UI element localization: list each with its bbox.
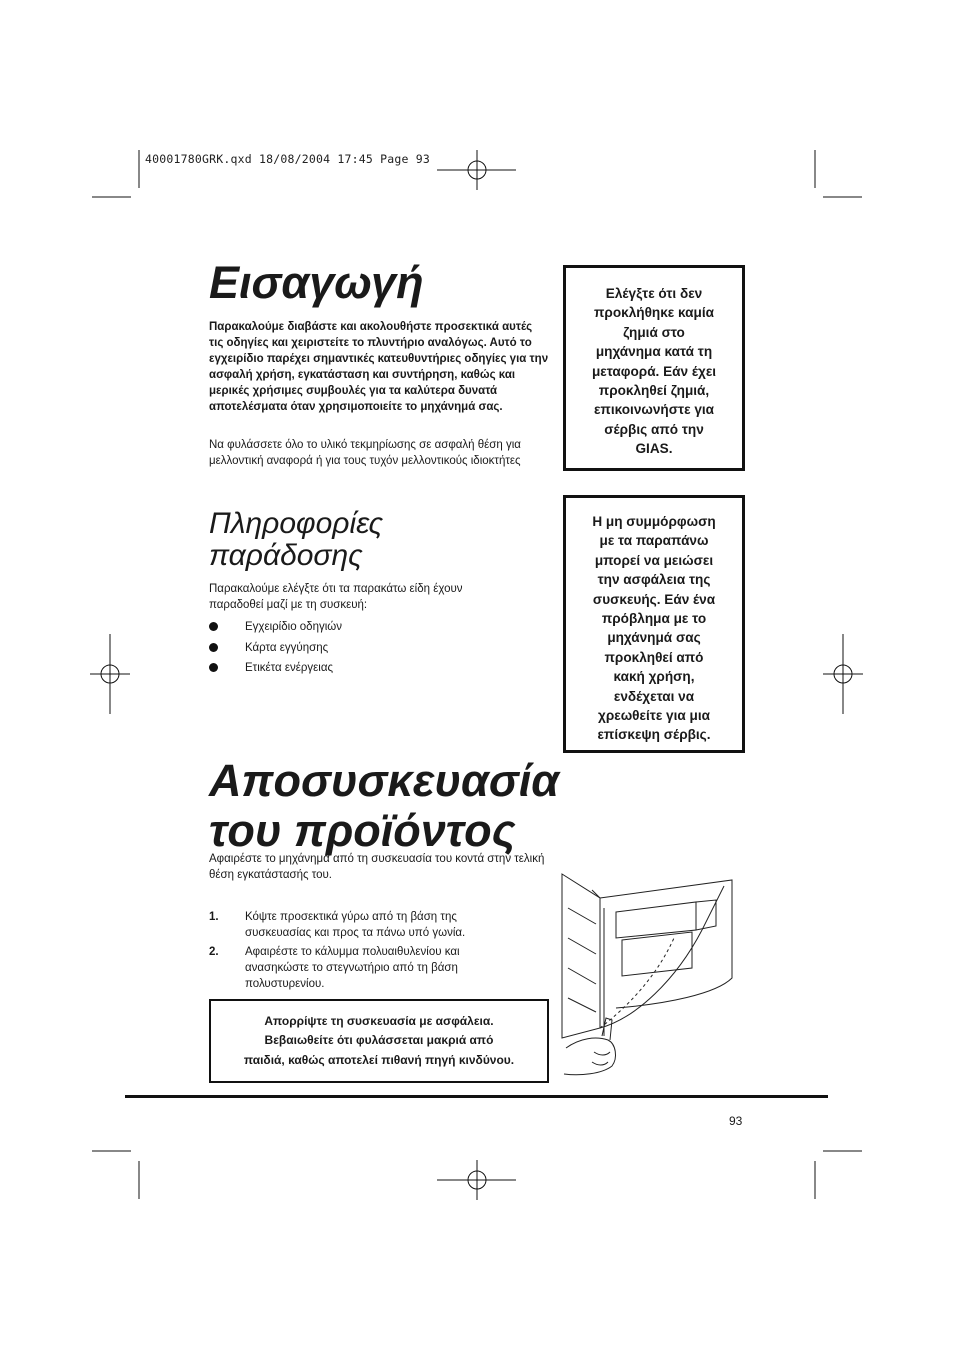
registration-mark-top: [437, 150, 516, 190]
intro-bold-paragraph: Παρακαλούμε διαβάστε και ακολουθήστε προσεκτικά αυτές τις οδηγίες και χειριστείτε το πλυντήριο αναλόγως. Αυτό το εγχειρίδιο παρέχει σημαντικές κατευθυντήριες οδηγίες για την ασφαλή χρήση, εγκατάσταση και συντήρηση, καθώς και μερικές χρήσιμες συμβουλές για τα καλύτερα δυνατά αποτελέσματα όταν χρησιμοποιείτε το μηχάνημά σας.: [209, 321, 549, 413]
delivery-title: [209, 508, 383, 572]
damage-check-box: Ελέγξτε ότι δεν προκλήθηκε καμία ζημιά στο μηχάνημα κατά τη μεταφορά. Εάν έχει προκληθεί ζημιά, επικοινωνήστε για σέρβις από την GIAS.: [563, 265, 745, 471]
registration-mark-right: [823, 634, 863, 714]
bullet-icon: [209, 663, 218, 672]
registration-mark-left: [90, 634, 130, 714]
bullet-icon: [209, 622, 218, 631]
delivery-list: [209, 619, 529, 681]
page-number: 93: [729, 1114, 743, 1128]
unpacking-title-line2: του προϊόντος: [209, 805, 516, 856]
unpacking-illustration: [556, 868, 736, 1083]
unpacking-title-line1: Αποσυσκευασία: [209, 755, 560, 806]
intro-paragraph: Να φυλάσσετε όλο το υλικό τεκμηρίωσης σε ασφαλή θέση για μελλοντική αναφορά ή για τους τυχόν μελλοντικούς ιδιοκτήτες: [209, 439, 521, 467]
delivery-title-line2: παράδοσης: [209, 539, 363, 572]
list-item: 2. Αφαιρέστε το κάλυμμα πολυαιθυλενίου και ανασηκώστε το στεγνωτήριο από τη βάση πολυστυρενίου.: [209, 945, 460, 990]
delivery-title-line1: Πληροφορίες: [209, 507, 384, 540]
intro-title: Εισαγωγή: [209, 257, 424, 308]
non-compliance-box: Η μη συμμόρφωση με τα παραπάνω μπορεί να μειώσει την ασφάλεια της συσκευής. Εάν ένα πρόβλημα με το μηχάνημά σας προκληθεί από κακή χρήση, ενδέχεται να χρεωθείτε για μια επίσκεψη σέρβις.: [563, 495, 745, 753]
list-item: Κάρτα εγγύησης: [209, 640, 529, 661]
bullet-icon: [209, 643, 218, 652]
list-item: 1. Κόψτε προσεκτικά γύρω από τη βάση της συσκευασίας και προς τα πάνω υπό γωνία.: [209, 911, 466, 939]
list-item: Ετικέτα ενέργειας: [209, 660, 529, 681]
unpacking-paragraph: Αφαιρέστε το μηχάνημα από τη συσκευασία του κοντά στην τελική θέση εγκατάστασής του.: [209, 853, 545, 881]
footer-rule: [125, 1095, 828, 1098]
packaging-warning-box: Απορρίψτε τη συσκευασία με ασφάλεια. Βεβαιωθείτε ότι φυλάσσεται μακριά από παιδιά, καθώς αποτελεί πιθανή πηγή κινδύνου.: [209, 999, 549, 1083]
print-slug: 40001780GRK.qxd 18/08/2004 17:45 Page 93: [145, 152, 430, 166]
unpacking-title: [209, 756, 559, 856]
unpacking-steps: [209, 910, 509, 996]
registration-mark-bottom: [437, 1160, 516, 1200]
delivery-paragraph: Παρακαλούμε ελέγξτε ότι τα παρακάτω είδη έχουν παραδοθεί μαζί με τη συσκευή:: [209, 583, 463, 611]
list-item: Εγχειρίδιο οδηγιών: [209, 619, 529, 640]
